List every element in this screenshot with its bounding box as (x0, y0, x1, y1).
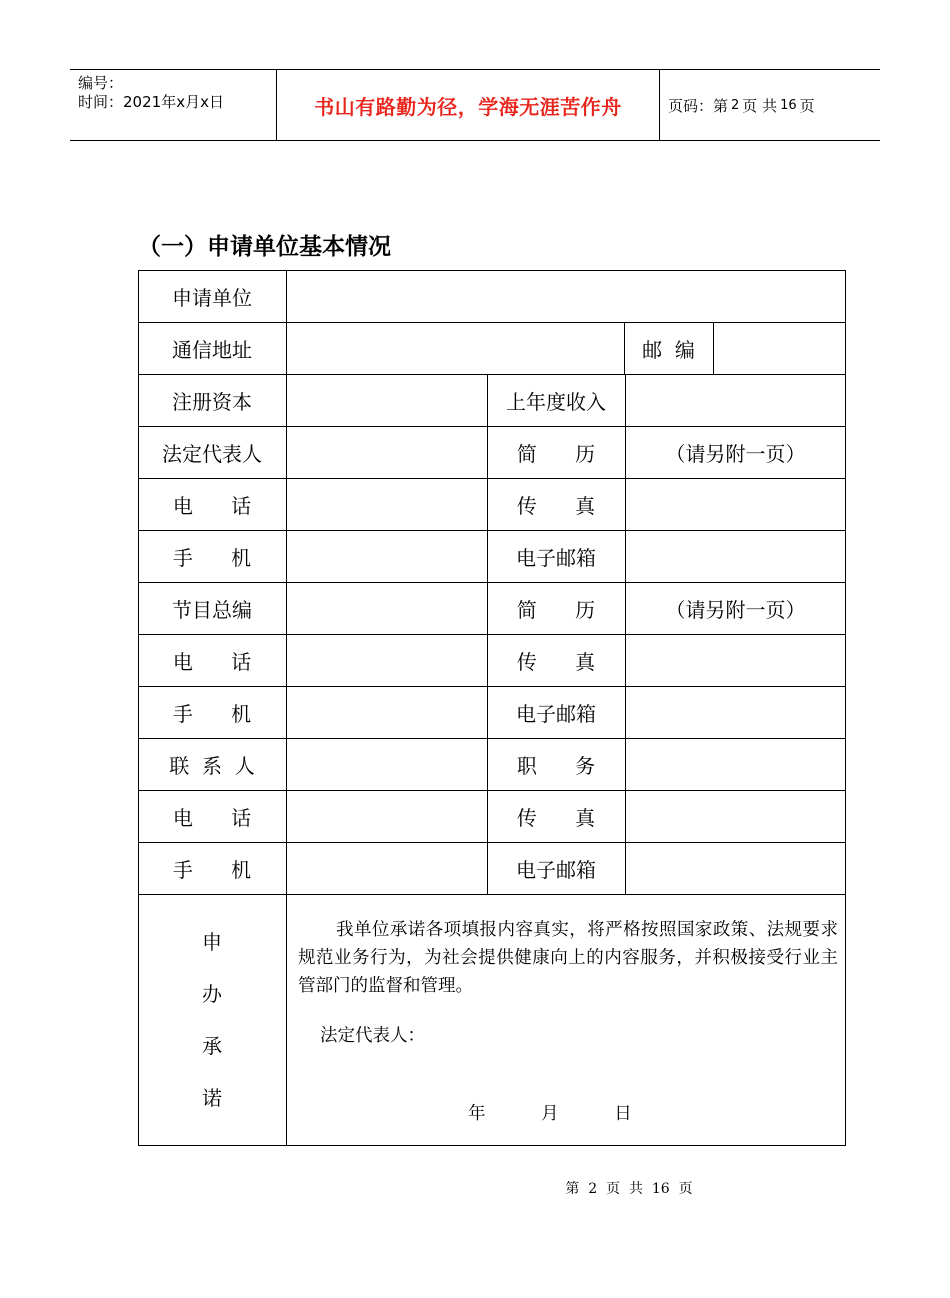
field-position[interactable] (626, 739, 845, 790)
time-line (78, 93, 224, 112)
pledge-label-char: 办 (202, 982, 222, 1006)
label-postcode: 邮 编 (642, 337, 695, 362)
attach-note: （请另附一页） (665, 597, 806, 622)
label-address: 通信地址 (172, 337, 252, 362)
label-capital: 注册资本 (172, 389, 252, 414)
page-prefix: 页码：第 (668, 96, 729, 115)
label-editor: 节目总编 (172, 597, 252, 622)
label-fax: 传 真 (516, 493, 596, 518)
field-phone[interactable] (287, 479, 487, 530)
serial-label: 编号： (78, 74, 124, 92)
label-applicant: 申请单位 (172, 285, 252, 310)
pledge-signature-label: 法定代表人： (320, 1026, 425, 1046)
field-address[interactable] (287, 323, 624, 374)
application-form (138, 270, 846, 1146)
header-motto: 书山有路勤为径，学海无涯苦作舟 (314, 94, 622, 119)
page-suffix: 页 (799, 96, 815, 115)
field-fax[interactable] (626, 791, 845, 842)
field-income[interactable] (626, 375, 845, 426)
label-email: 电子邮箱 (516, 857, 596, 882)
field-phone[interactable] (287, 791, 487, 842)
field-applicant[interactable] (287, 271, 845, 322)
pledge-label (138, 894, 286, 1146)
header-divider (659, 70, 660, 140)
attach-note: （请另附一页） (665, 441, 806, 466)
label-resume: 简 历 (516, 441, 596, 466)
field-postcode[interactable] (714, 323, 845, 374)
pledge-label-char: 诺 (202, 1086, 222, 1110)
label-fax: 传 真 (516, 805, 596, 830)
field-email[interactable] (626, 531, 845, 582)
field-mobile[interactable] (287, 531, 487, 582)
label-mobile: 手 机 (172, 857, 252, 882)
field-mobile[interactable] (287, 687, 487, 738)
pledge-label-char: 申 (202, 930, 222, 954)
field-fax[interactable] (626, 635, 845, 686)
grid-line (845, 270, 846, 1146)
field-phone[interactable] (287, 635, 487, 686)
header-meta (78, 74, 224, 112)
label-email: 电子邮箱 (516, 701, 596, 726)
label-phone: 电 话 (172, 805, 252, 830)
page-num: 2 (731, 97, 740, 113)
label-legal-rep: 法定代表人 (162, 441, 262, 466)
field-capital[interactable] (287, 375, 487, 426)
pledge-label-char: 承 (202, 1034, 222, 1058)
pledge-text: 我单位承诺各项填报内容真实，将严格按照国家政策、法规要求规范业务行为，为社会提供健康向上的内容服务，并积极接受行业主管部门的监督和管理。 (298, 920, 838, 996)
field-mobile[interactable] (287, 843, 487, 894)
page-footer: 第 2 页 共 16 页 (565, 1181, 693, 1197)
field-fax[interactable] (626, 479, 845, 530)
label-phone: 电 话 (172, 649, 252, 674)
section-title: （一）申请单位基本情况 (138, 234, 391, 260)
page-header (70, 69, 880, 141)
page-mid: 页 共 (742, 96, 778, 115)
pledge-date-line: 年 月 日 (468, 1104, 632, 1124)
field-legal-rep[interactable] (287, 427, 487, 478)
time-label: 时间： (78, 93, 124, 111)
label-fax: 传 真 (516, 649, 596, 674)
label-resume: 简 历 (516, 597, 596, 622)
label-position: 职 务 (516, 753, 596, 778)
label-phone: 电 话 (172, 493, 252, 518)
field-email[interactable] (626, 687, 845, 738)
label-income: 上年度收入 (506, 389, 606, 414)
field-contact[interactable] (287, 739, 487, 790)
label-mobile: 手 机 (172, 545, 252, 570)
field-editor[interactable] (287, 583, 487, 634)
label-email: 电子邮箱 (516, 545, 596, 570)
time-value: 2021年x月x日 (123, 93, 224, 111)
header-page-number (668, 70, 815, 140)
field-email[interactable] (626, 843, 845, 894)
page-total: 16 (780, 97, 797, 113)
label-contact: 联 系 人 (169, 753, 255, 778)
label-mobile: 手 机 (172, 701, 252, 726)
